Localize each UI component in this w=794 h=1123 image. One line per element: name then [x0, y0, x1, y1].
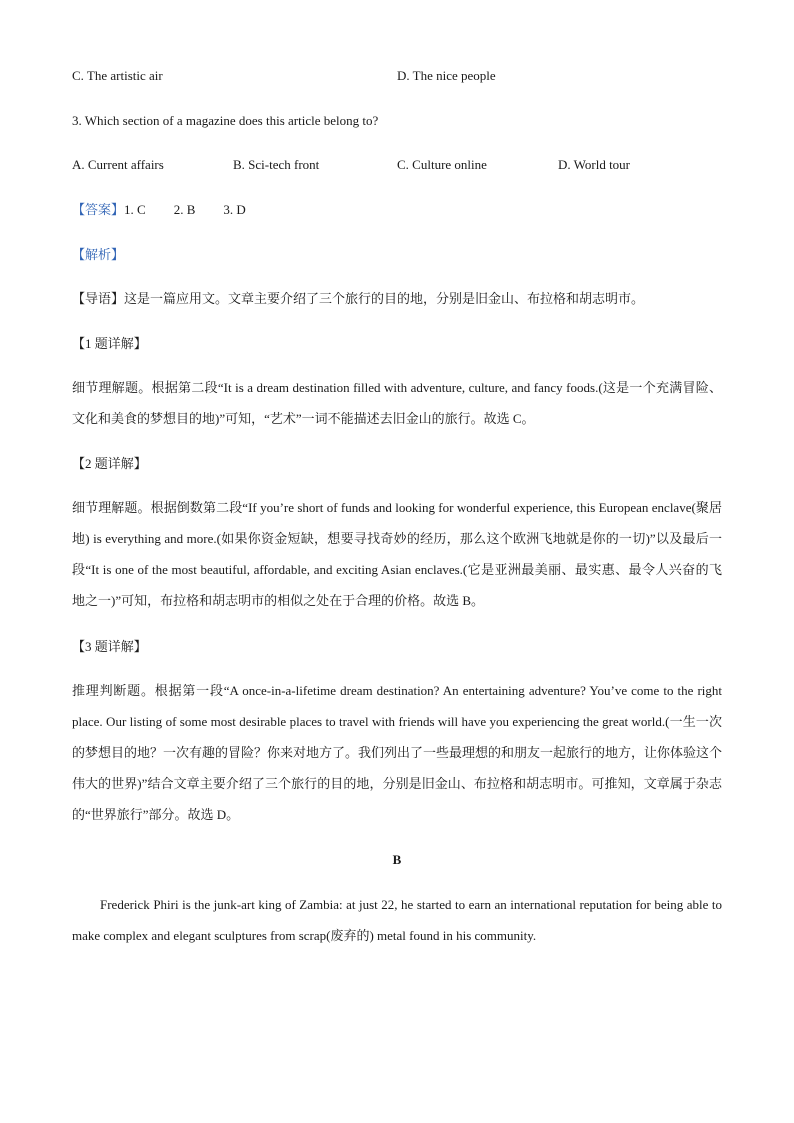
q1-detail-text: 细节理解题。根据第二段“It is a dream destination filled with adventure, culture, and fancy foods.(这是一个充满冒险、文化和美食的梦想目的地)”可知，“艺术”一词不能描述去旧金山的旅行。故选 C。	[72, 380, 722, 426]
analysis-label: 【解析】	[72, 247, 125, 262]
answer-label: 【答案】	[72, 202, 125, 217]
answer-item-3: 3. D	[223, 202, 246, 217]
q3-option-c: C. Culture online	[397, 157, 487, 172]
answer-line	[72, 201, 274, 219]
q1-detail-heading: 【1 题详解】	[72, 336, 147, 351]
q3-detail-text: 推理判断题。根据第一段“A once-in-a-lifetime dream destination? An entertaining adventure? You’ve come to the right place. Our listing of some most desirable places to travel with friends will have you experiencing the great world.(一生一次的梦想目的地？一次有趣的冒险？你来对地方了。我们列出了一些最理想的和朋友一起旅行的地方，让你体验这个伟大的世界)”结合文章主要介绍了三个旅行的目的地，分别是旧金山、布拉格和胡志明市。可推知，文章属于杂志的“世界旅行”部分。故选 D。	[72, 683, 723, 822]
option-c-artistic-air: C. The artistic air	[72, 68, 163, 83]
section-b-title: B	[392, 852, 402, 867]
intro-text: 这是一篇应用文。文章主要介绍了三个旅行的目的地，分别是旧金山、布拉格和胡志明市。	[124, 291, 645, 306]
intro-line	[72, 290, 644, 308]
question-3-stem: 3. Which section of a magazine does this article belong to?	[72, 113, 379, 128]
answer-item-1: 1. C	[124, 202, 146, 217]
q2-detail-heading: 【2 题详解】	[72, 456, 147, 471]
section-b-paragraph: Frederick Phiri is the junk-art king of Zambia: at just 22, he started to earn an international reputation for being able to make complex and elegant sculptures from scrap(废弃的) metal found in his community.	[72, 897, 722, 943]
q2-detail-text: 细节理解题。根据倒数第二段“If you’re short of funds and looking for wonderful experience, this European enclave(聚居地) is everything and more.(如果你资金短缺，想要寻找奇妙的经历，那么这个欧洲飞地就是你的一切)”以及最后一段“It is one of the most beautiful, affordable, and exciting Asian enclaves.(它是亚洲最美丽、最实惠、最令人兴奋的飞地之一)”可知，布拉格和胡志明市的相似之处在于合理的价格。故选 B。	[72, 500, 722, 608]
q3-option-b: B. Sci-tech front	[233, 157, 320, 172]
intro-label: 【导语】	[72, 291, 125, 306]
q3-option-d: D. World tour	[558, 157, 631, 172]
q3-option-a: A. Current affairs	[72, 157, 164, 172]
option-d-nice-people: D. The nice people	[397, 68, 496, 83]
q3-detail-heading: 【3 题详解】	[72, 639, 147, 654]
answer-item-2: 2. B	[173, 202, 196, 217]
